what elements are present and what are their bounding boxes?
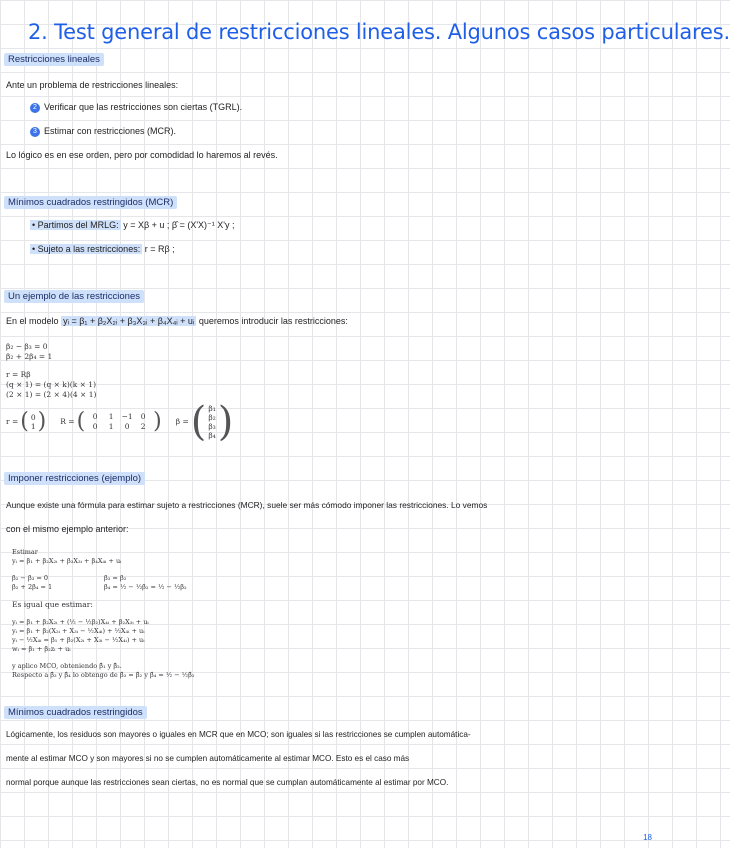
- s4-equations: yᵢ = β₁ + β₂X₂ᵢ + (½ − ½β₂)X₄ᵢ + β₂X₃ᵢ + uᵢ yᵢ = β₁ + β₂(X₂ᵢ + X₃ᵢ − ½X₄ᵢ) + ½X₄ᵢ + uᵢ yᵢ − ½X₄ᵢ = β₁ + β₂(X₂ᵢ + X₃ᵢ − ½X₄ᵢ) + uᵢ wᵢ = β₁ + β₂zᵢ + uᵢ: [12, 618, 149, 653]
- s3-intro: En el modelo yᵢ = β₁ + β₂X₂ᵢ + β₃X₃ᵢ + β₄X₄ᵢ + uᵢ queremos introducir las restricciones:: [6, 316, 348, 326]
- s3-matrices: [6, 399, 234, 445]
- s4-restrictions-a: β₂ − β₃ = 0 β₂ + 2β₄ = 1: [12, 574, 53, 591]
- section-heading-ejemplo: Un ejemplo de las restricciones: [4, 290, 144, 303]
- s1-item-2: 3 Estimar con restricciones (MCR).: [30, 126, 176, 137]
- s1-note: Lo lógico es en ese orden, pero por comodidad lo haremos al revés.: [6, 150, 278, 160]
- section-heading-imponer: Imponer restricciones (ejemplo): [4, 472, 145, 485]
- beta-vector: β = ( β₁ β₂ β₃ β₄ ): [175, 399, 234, 445]
- s4-equivalent: Es igual que estimar:: [12, 600, 93, 609]
- section-heading-mcr: Mínimos cuadrados restringidos (MCR): [4, 196, 177, 209]
- s4-restrictions-b: β₃ = β₂ β₄ = ½ − ½β₂ = ½ − ½β₂: [104, 574, 187, 591]
- step-2-icon: 2: [30, 103, 40, 113]
- R-matrix: R = ( 0 1 −1 0 0 1 0 2 ): [60, 409, 162, 434]
- s1-intro: Ante un problema de restricciones lineales:: [6, 80, 179, 90]
- s5-line-1: Lógicamente, los residuos son mayores o iguales en MCR que en MCO; son iguales si las restricciones se cumplen automática-: [6, 730, 471, 739]
- step-3-icon: 3: [30, 127, 40, 137]
- s4-para-2: con el mismo ejemplo anterior:: [6, 524, 129, 534]
- section-heading-restricciones: Restricciones lineales: [4, 53, 104, 66]
- s5-line-2: mente al estimar MCO y son mayores si no se cumplen automáticamente al estimar MCO. Esto es el caso más: [6, 754, 410, 763]
- page-title: 2. Test general de restricciones lineales. Algunos casos particulares.: [28, 20, 730, 44]
- s2-bullet-2: • Sujeto a las restricciones: r = Rβ ;: [32, 244, 175, 254]
- page-number: 18: [643, 833, 652, 842]
- s5-line-3: normal porque aunque las restricciones sean ciertas, no es normal que se cumplan automáticamente al estimar por MCO.: [6, 778, 449, 787]
- section-heading-mcr-residuos: Mínimos cuadrados restringidos: [4, 706, 147, 719]
- s3-restrictions: β₂ − β₃ = 0 β₂ + 2β₄ = 1: [6, 342, 53, 361]
- s2-bullet-1: • Partimos del MRLG: y = Xβ + u ; β̂ = (X'X)⁻¹ X'y ;: [32, 220, 235, 230]
- s4-estimate: Estimar yᵢ = β₁ + β₂X₂ᵢ + β₃X₃ᵢ + β₄X₄ᵢ + uᵢ: [12, 548, 122, 565]
- s4-para-1: Aunque existe una fórmula para estimar sujeto a restricciones (MCR), suele ser más cómodo imponer las restricciones. Lo vemos: [6, 500, 488, 510]
- r-vector: r = ( 0 1 ): [6, 409, 47, 434]
- s3-dimensions: r = Rβ (q × 1) = (q × k)(k × 1) (2 × 1) = (2 × 4)(4 × 1): [6, 370, 97, 399]
- s1-item-1: 2 Verificar que las restricciones son ciertas (TGRL).: [30, 102, 242, 113]
- s4-final: y aplico MCO, obteniendo β̂₁ y β̂₂. Respecto a β̂₃ y β̂₄ lo obtengo de β̂₃ = β̂₂ y β̂₄ = ½ − ½β̂₂: [12, 662, 195, 679]
